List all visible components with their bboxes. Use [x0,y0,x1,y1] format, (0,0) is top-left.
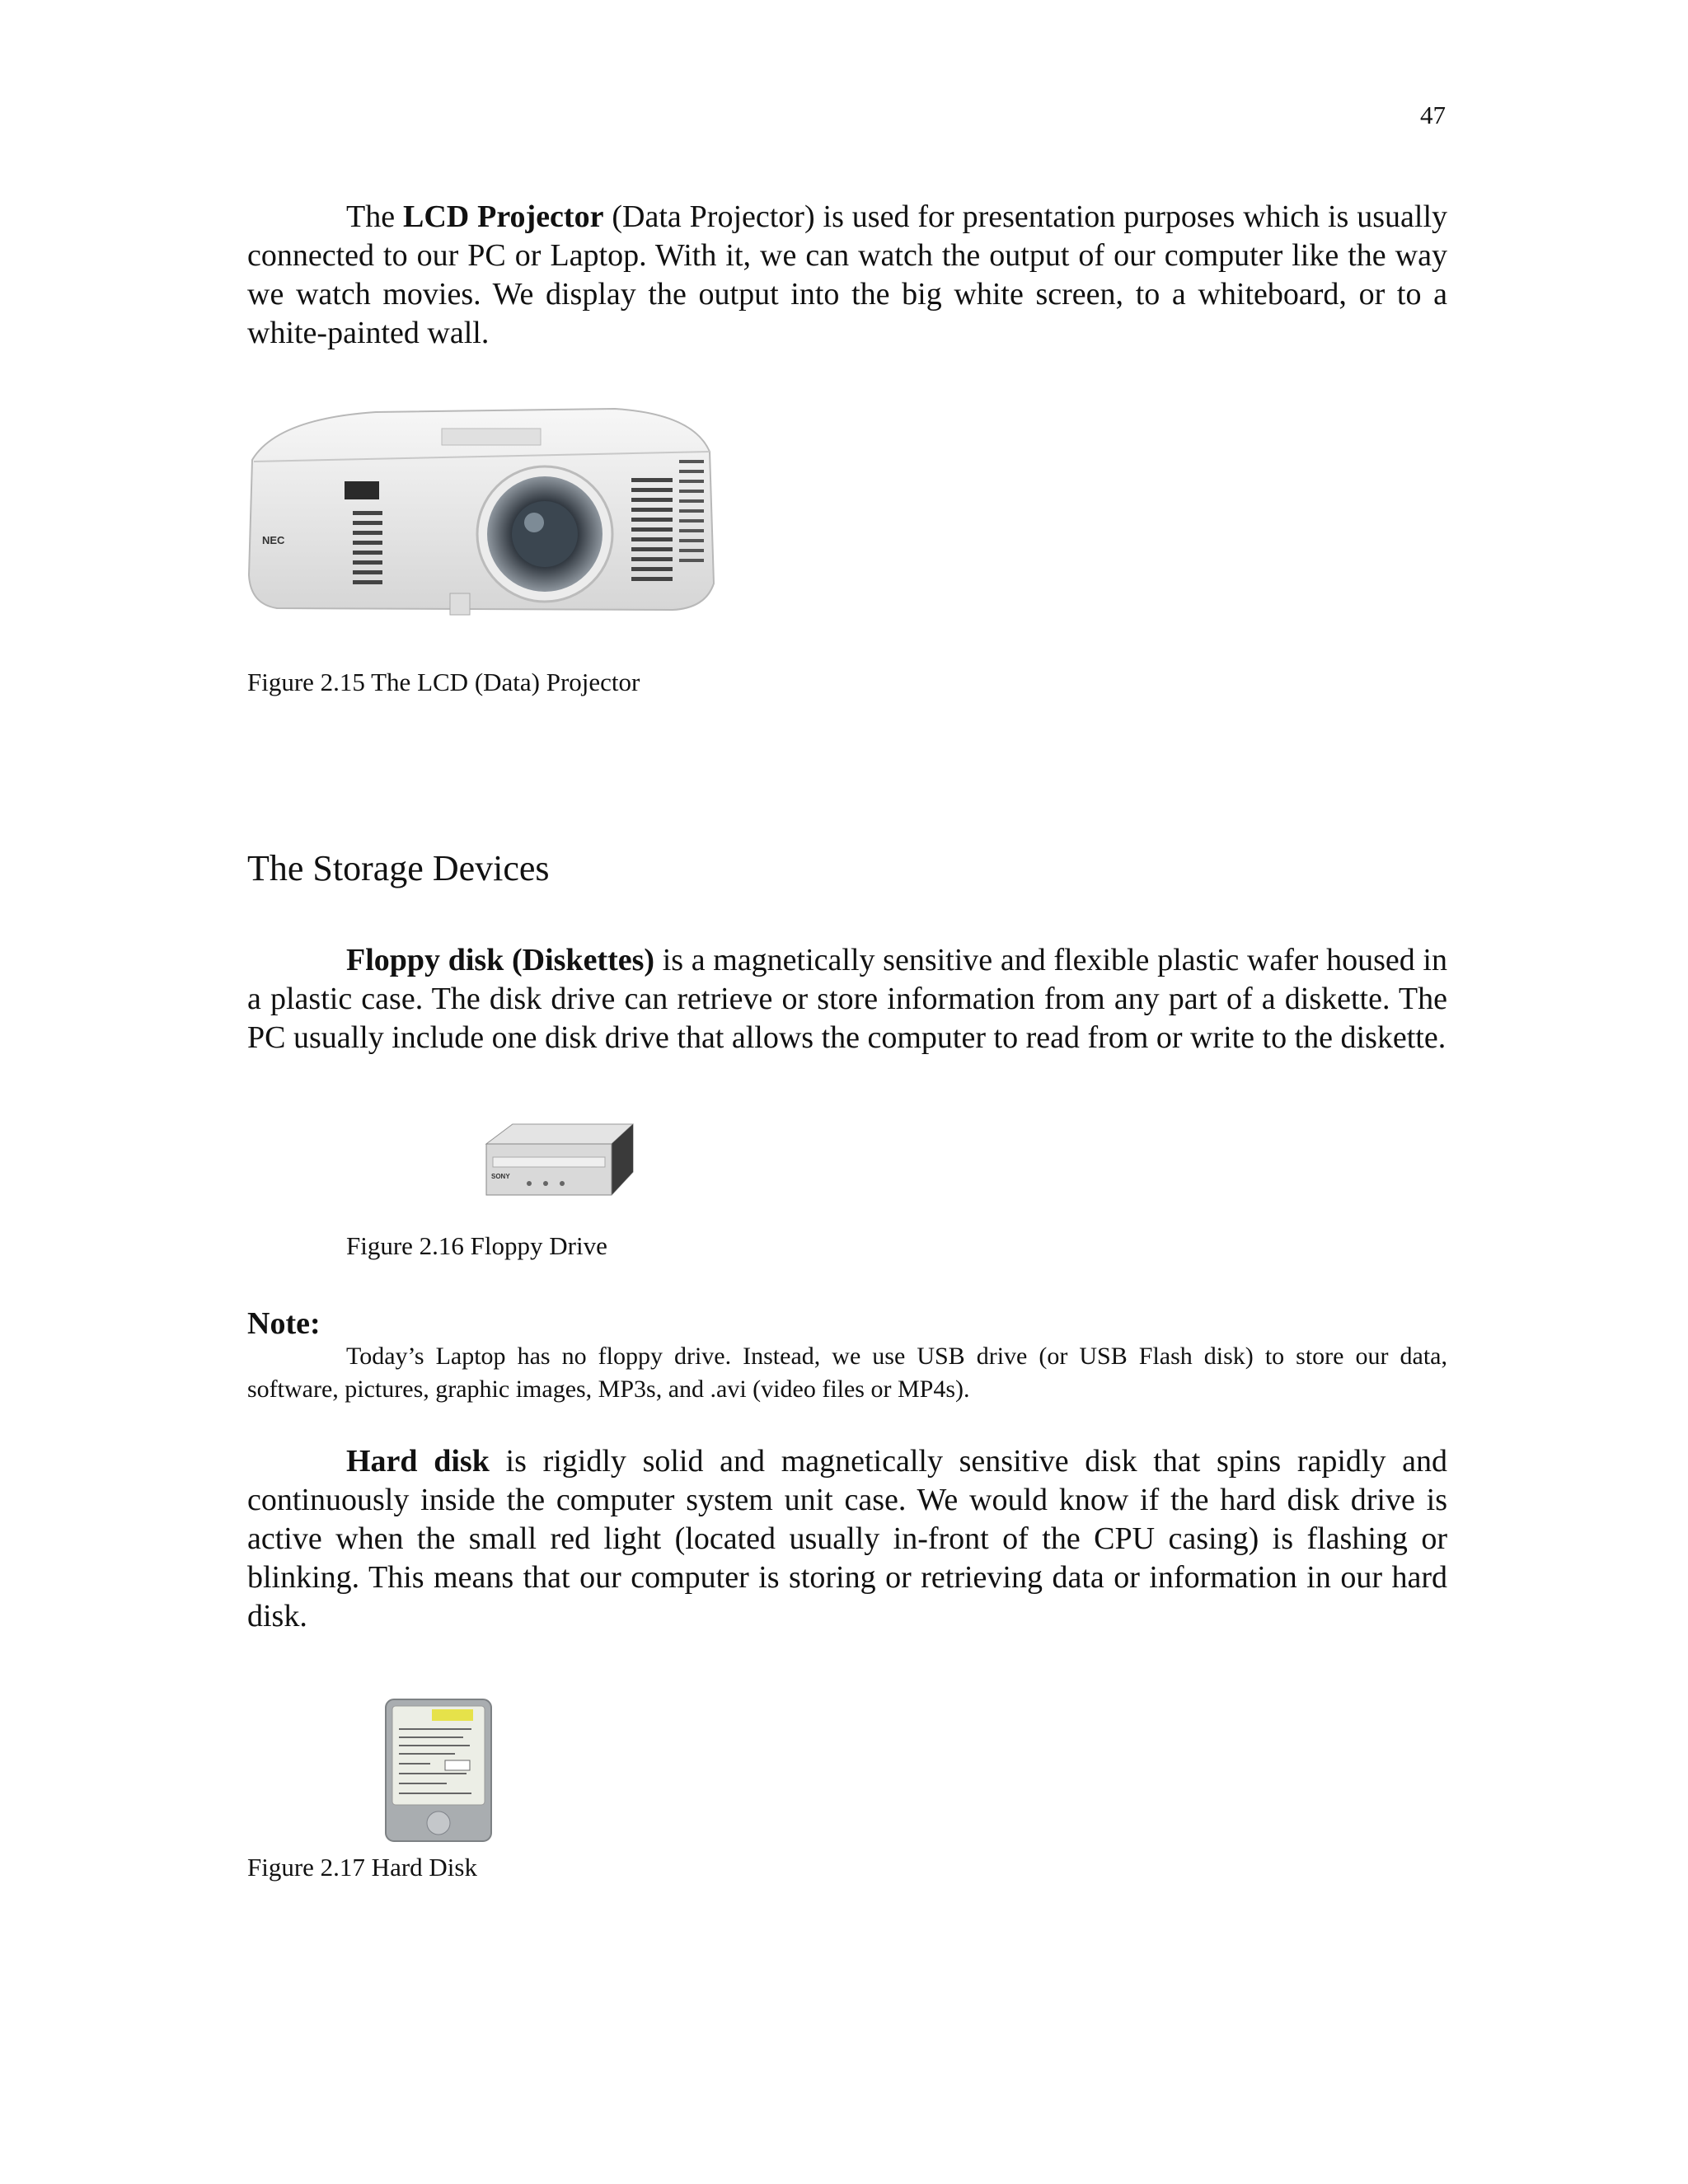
floppy-text: is a magnetically sensitive and flexible plastic wafer housed in a plastic case. The disk drive can retrieve or store information from any part of a diskette. The PC usually include one disk drive that allows the computer to read from or write to the diskette. [247,943,1447,1055]
note-text [247,1340,1447,1406]
projector-term: LCD Projector [403,199,604,234]
floppy-paragraph [247,941,1447,1057]
hard-disk-term: Hard disk [346,1444,490,1479]
projector-brand-logo: NEC [262,534,285,546]
figure-2-17-caption: Figure 2.17 Hard Disk [247,1853,477,1882]
projector-paragraph [247,198,1447,353]
note-body: Today’s Laptop has no floppy drive. Instead, we use USB drive (or USB Flash disk) to store our data, software, pictures, graphic images, MP3s, and .avi (video files or MP4s). [247,1343,1447,1403]
hard-disk-paragraph [247,1442,1447,1636]
floppy-term: Floppy disk (Diskettes) [346,943,655,977]
lcd-projector-image [244,402,722,633]
page-number: 47 [1420,101,1446,129]
projector-text: (Data Projector) is used for presentation purposes which is usually connected to our PC or Laptop. With it, we can watch the output of our computer like the way we watch movies. We display the output into the big white screen, to a whiteboard, or to a white-painted wall. [247,199,1448,350]
section-heading: The Storage Devices [247,848,550,888]
projector-prefix: The [346,199,403,234]
hard-disk-image [381,1696,496,1844]
hard-disk-text: is rigidly solid and magnetically sensitive disk that spins rapidly and continuously inside the computer system unit case. We would know if the hard disk drive is active when the small red light (located usually in-front of the CPU casing) is flashing or blinking. This means that our computer is storing or retrieving data or information in our hard disk. [247,1444,1448,1633]
floppy-drive-image [480,1119,636,1202]
floppy-brand-logo: SONY [491,1173,510,1180]
figure-2-15-caption: Figure 2.15 The LCD (Data) Projector [247,668,640,696]
figure-2-16-caption: Figure 2.16 Floppy Drive [346,1231,607,1260]
note-label: Note: [247,1306,321,1341]
